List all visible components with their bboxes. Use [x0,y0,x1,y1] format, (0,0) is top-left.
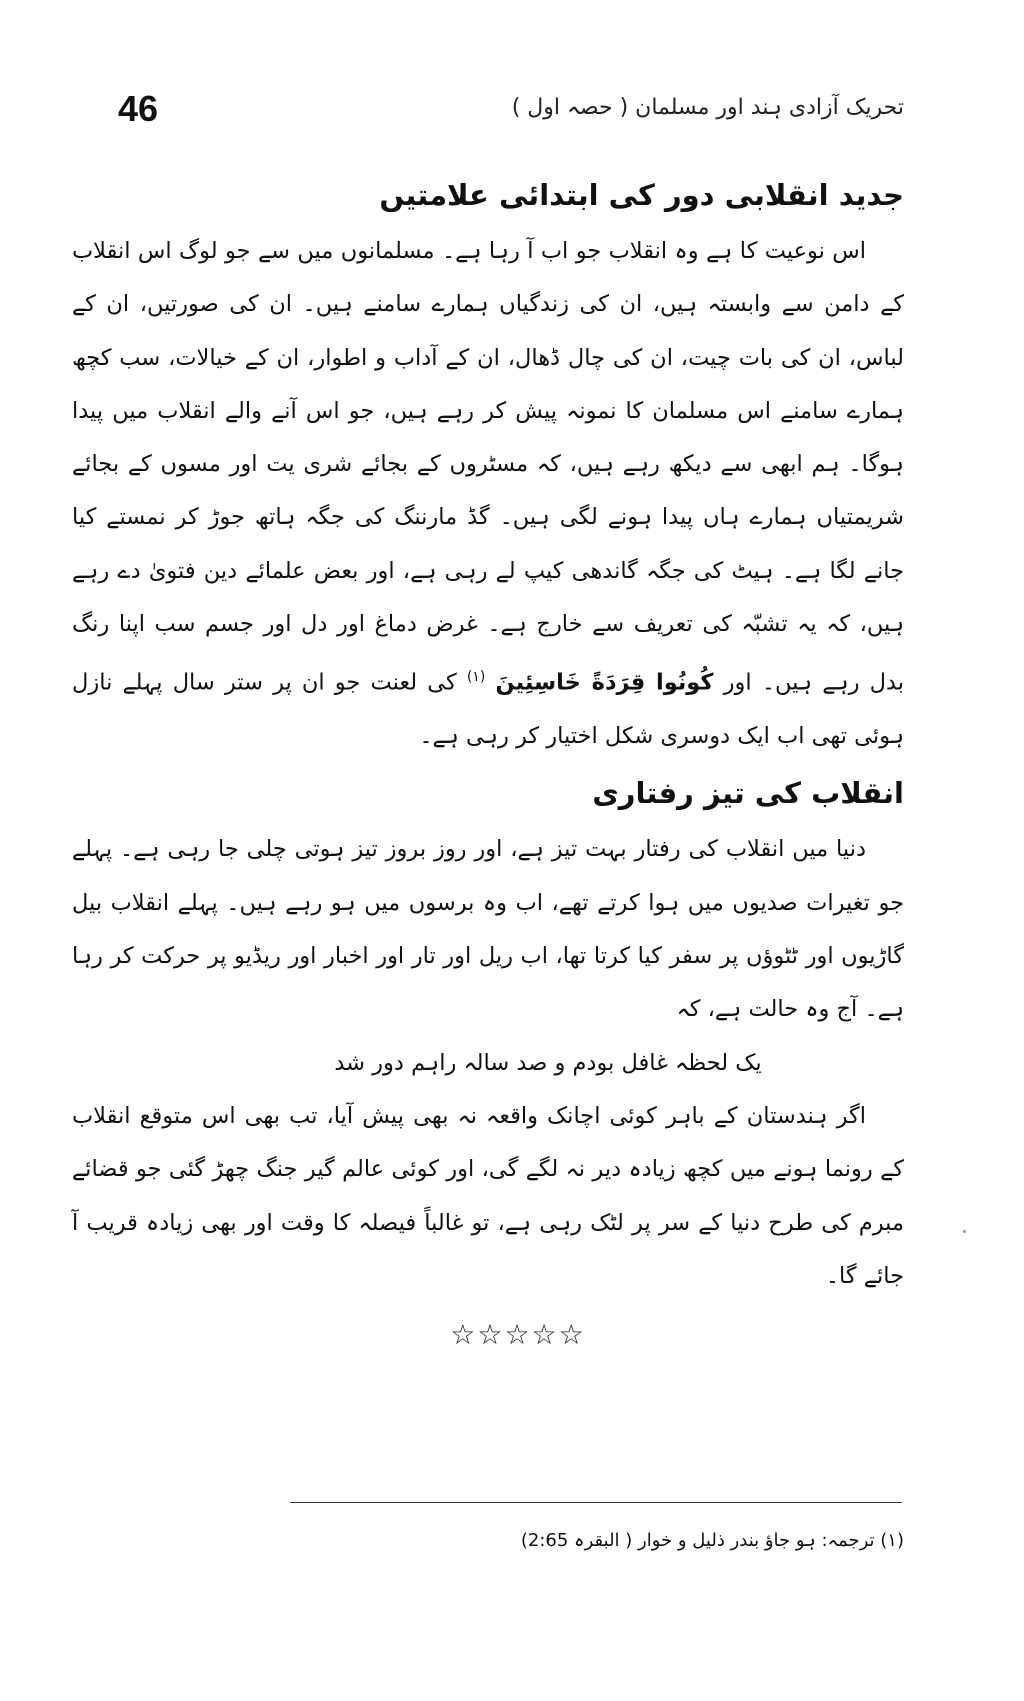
footnote-divider [290,1502,902,1503]
paragraph-text: اگر ہندستان کے باہر کوئی اچانک واقعہ نہ بھی پیش آیا، تب بھی اس متوقع انقلاب کے رونما ہونے میں کچھ زیادہ دیر نہ لگے گی، اور کوئی عالم گیر جنگ چھڑ گئی جو قضائے مبرم کی طرح دنیا کے سر پر لٹک رہی ہے، تو غالباً فیصلہ کا وقت اور بھی زیادہ قریب آ جائے گا۔ [72,1102,904,1289]
paragraph-conclusion [72,1090,904,1303]
section-heading-rapid-revolution: انقلاب کی تیز رفتاری [592,776,904,811]
quran-phrase: كُونُوا قِرَدَةً خَاسِئِينَ [495,669,714,696]
scan-speck [963,1230,966,1233]
persian-verse [72,1037,904,1090]
running-header: تحریک آزادی ہند اور مسلمان ( حصہ اول ) [511,95,904,120]
paragraph-early-signs [72,225,904,763]
verse-text: یک لحظہ غافل بودم و صد سالہ راہم دور شد [334,1049,762,1076]
page-body [72,165,904,1355]
paragraph-text: دنیا میں انقلاب کی رفتار بہت تیز ہے، اور روز بروز تیز ہوتی چلی جا رہی ہے۔ پہلے جو تغیرات صدیوں میں ہوا کرتے تھے، اب وہ برسوں میں ہو رہے ہیں۔ پہلے انقلاب بیل گاڑیوں اور ٹٹوؤں پر سفر کیا کرتا تھا، اب ریل اور تار اور اخبار اور ریڈیو پر حرکت کر رہا ہے۔ آج وہ حالت ہے، کہ [72,836,904,1023]
section-heading-early-signs: جدید انقلابی دور کی ابتدائی علامتیں [379,178,904,212]
page-number: 46 [118,88,159,129]
star-ornament: ☆☆☆☆☆ [450,1318,586,1352]
paragraph-text: اس نوعیت کا ہے وہ انقلاب جو اب آ رہا ہے۔ مسلمانوں میں سے جو لوگ اس انقلاب کے دامن سے وابستہ ہیں، ان کی زندگیاں ہمارے سامنے ہیں۔ ان کی صورتیں، ان کے لباس، ان کی بات چیت، ان کی چال ڈھال، ان کے آداب و اطوار، ان کے خیالات، سب کچھ ہمارے سامنے اس مسلمان کا نمونہ پیش کر رہے ہیں، جو اس آنے والے انقلاب میں پیدا ہوگا۔ ہم ابھی سے دیکھ رہے ہیں، کہ مسٹروں کے بجائے شری یت اور مسوں کے بجائے شریمتیاں ہمارے ہاں پیدا ہونے لگی ہیں۔ گڈ مارننگ کی جگہ ہاتھ جوڑ کر نمستے کیا جانے لگا ہے۔ ہیٹ کی جگہ گاندھی کیپ لے رہی ہے، اور بعض علمائے دین فتویٰ دے رہے ہیں، کہ یہ تشبّہ کی تعریف سے خارج ہے۔ غرض دماغ اور دل اور جسم سب اپنا رنگ بدل رہے ہیں۔ اور [72,238,904,696]
paragraph-revolution-speed [72,823,904,1036]
footnote-reference: (۱) [466,669,486,686]
footnote: (۱) ترجمہ: ہو جاؤ بندر ذلیل و خوار ( البقرہ 2:65) [520,1530,904,1551]
paragraph-text-end: کی لعنت جو ان پر ستر سال پہلے نازل ہوئی تھی اب ایک دوسری شکل اختیار کر رہی ہے۔ [72,669,904,750]
